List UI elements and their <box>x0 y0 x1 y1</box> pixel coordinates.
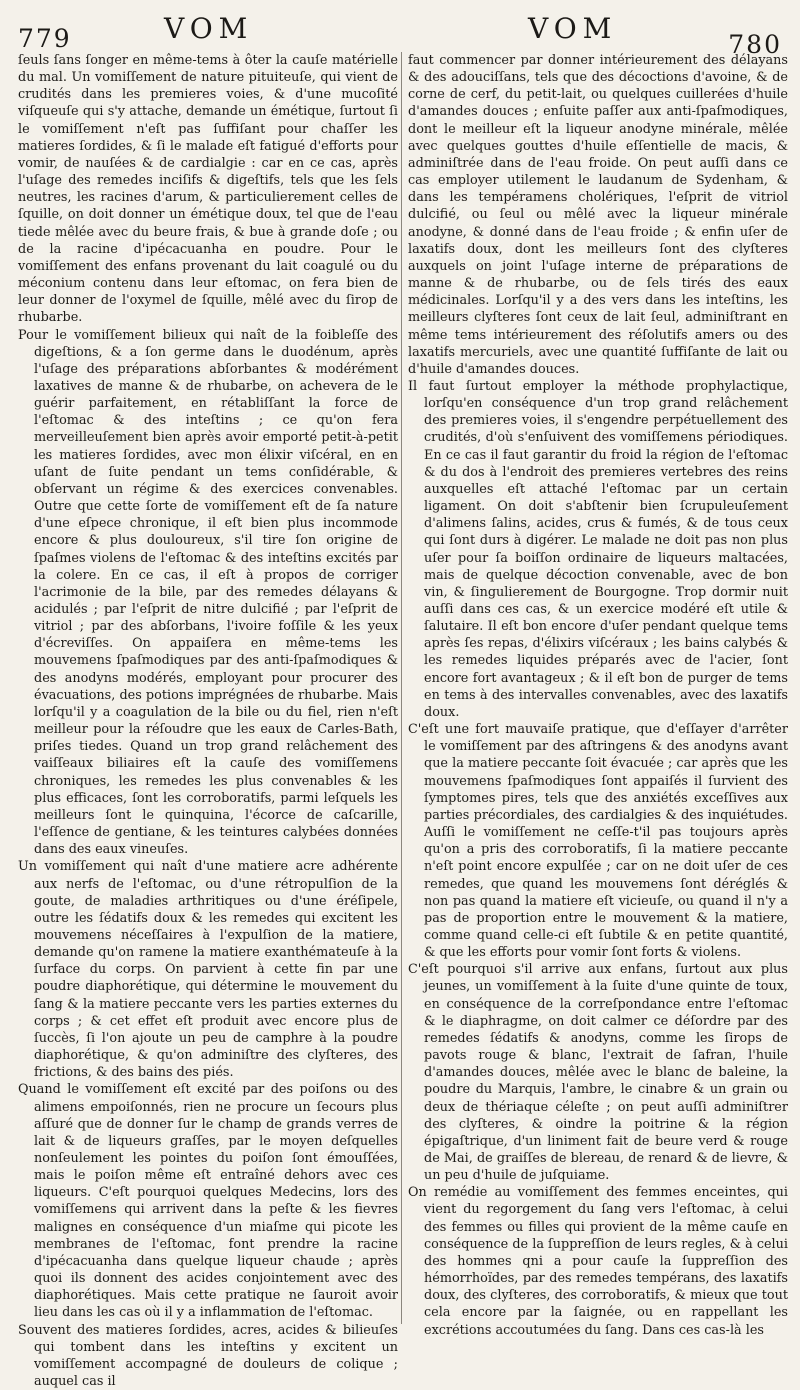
right-column <box>408 52 788 1339</box>
right-paragraph-3: C'eſt une fort mauvaiſe pratique, que d'eſſayer d'arrêter le vomiſſement par des aſtringens & des anodyns avant que la matiere peccante ſoit évacuée ; car après que les mouvemens ſpaſmodiques ſont appaiſés il ſurvient des ſymptomes pires, tels que des anxiétés exceſſives aux parties précordiales, des cardialgies & des inquiétudes. Auſſi le vomiſſement ne ceſſe-t'il pas toujours après qu'on a pris des corroboratifs, ſi la matiere peccante n'eſt point encore expulſée ; car on ne doit uſer de ces remedes, que quand les mouvemens ſont déréglés & non pas quand la matiere eſt vicieuſe, ou quand il n'y a pas de proportion entre le mouvement & la matiere, comme quand celle-ci eſt ſubtile & en petite quantité, & que les efforts pour vomir ſont forts & violens. <box>408 722 788 961</box>
page-number-right: 780 <box>728 30 782 59</box>
right-paragraph-2: Il faut ſurtout employer la méthode prophylactique, lorſqu'en conséquence d'un trop grand relâchement des premieres voies, il s'engendre perpétuellement des crudités, d'où s'enſuivent des vomiſſemens périodiques. En ce cas il faut garantir du froid la région de l'eſtomac & du dos à l'endroit des premieres vertebres des reins auxquelles eſt attaché l'eſtomac par un certain ligament. On doit s'abſtenir bien ſcrupuleuſement d'alimens ſalins, acides, crus & fumés, & de tous ceux qui ſont durs à digérer. Le malade ne doit pas non plus uſer pour ſa boiſſon ordinaire de liqueurs maltacées, mais de quelque décoction convenable, avec de bon vin, & ſingulierement de Bourgogne. Trop dormir nuit auſſi dans ces cas, & un exercice modéré eſt utile & ſalutaire. Il eſt bon encore d'uſer pendant quelque tems après ſes repas, d'élixirs viſcéraux ; les bains calybés & les remedes liquides préparés avec de l'acier, ſont encore fort avantageux ; & il eſt bon de purger de tems en tems à des intervalles convenables, avec des laxatifs doux. <box>408 378 788 720</box>
left-paragraph-2: Pour le vomiſſement bilieux qui naît de la foibleſſe des digeſtions, & a ſon germe dans le duodénum, après l'uſage des préparations abſorbantes & modérément laxatives de manne & de rhubarbe, on achevera de le guérir parfaitement, en rétabliſſant la force de l'eſtomac & des inteſtins ; ce qu'on fera merveilleuſement bien après avoir emporté petit-à-petit les matieres ſordides, avec mon élixir viſcéral, en en uſant de ſuite pendant un tems conſidérable, & obſervant un régime & des exercices convenables. Outre que cette ſorte de vomiſſement eſt de ſa nature d'une eſpece chronique, il eſt bien plus incommode encore & plus douloureux, s'il tire ſon origine de ſpaſmes violens de l'eſtomac & des inteſtins excités par la colere. En ce cas, il eſt à propos de corriger l'acrimonie de la bile, par des remedes délayans & acidulés ; par l'eſprit de nitre dulcifié ; par l'eſprit de vitriol ; par des abſorbans, l'ivoire foſſile & les yeux d'écreviſſes. On appaiſera en même-tems les mouvemens ſpaſmodiques par des anti-ſpaſmodiques & des anodyns modérés, employant pour procurer des évacuations, des potions imprégnées de rhubarbe. Mais lorſqu'il y a coagulation de la bile ou du fiel, rien n'eſt meilleur pour la réſoudre que les eaux de Carles-Bath, priſes tiedes. Quand un trop grand relâchement des vaiſſeaux biliaires eſt la cauſe des vomiſſemens chroniques, les remedes les plus convenables & les plus efficaces, ſont les corroboratifs, parmi leſquels les meilleurs ſont le quinquina, l'écorce de caſcarille, l'eſſence de gentiane, & les teintures calybées données dans des eaux vineuſes. <box>18 327 398 858</box>
left-paragraph-3: Un vomiſſement qui naît d'une matiere acre adhérente aux nerfs de l'eſtomac, ou d'une rétropulſion de la goute, de maladies arthritiques ou d'une éréſipele, outre les ſédatifs doux & les remedes qui excitent les mouvemens néceſſaires à l'expulſion de la matiere, demande qu'on ramene la matiere exanthémateuſe à la ſurface du corps. On parvient à cette fin par une poudre diaphorétique, qui détermine le mouvement du ſang & la matiere peccante vers les parties externes du corps ; & cet effet eſt produit avec encore plus de ſuccès, ſi l'on ajoute un peu de camphre à la poudre diaphorétique, & qu'on adminiſtre des clyſteres, des frictions, & des bains des piés. <box>18 859 398 1081</box>
page-header <box>0 12 800 59</box>
left-column <box>18 52 398 1390</box>
right-paragraph-5: On remédie au vomiſſement des femmes enceintes, qui vient du regorgement du ſang vers l'eſtomac, à celui des femmes ou filles qui provient de la même cauſe en conséquence de la ſuppreſſion de leurs regles, & à celui des hommes qni a pour cauſe la ſuppreſſion des hémorrhoïdes, par des remedes tempérans, des laxatifs doux, des clyſteres, des corroboratifs, & mieux que tout cela encore par la ſaignée, ou en rappellant les excrétions accoutumées du ſang. Dans ces cas-là les <box>408 1185 788 1338</box>
left-paragraph-5: Souvent des matieres ſordides, acres, acides & bilieuſes qui tombent dans les inteſtins y excitent un vomiſſement accompagné de douleurs de colique ; auquel cas il <box>18 1322 398 1390</box>
left-paragraph-4: Quand le vomiſſement eſt excité par des poiſons ou des alimens empoiſonnés, rien ne procure un ſecours plus aſſuré que de donner ſur le champ de grands verres de lait & de liqueurs graſſes, par le moyen deſquelles nonſeulement les pointes du poiſon ſont émouſſées, mais le poiſon même eſt entraîné dehors avec ces liqueurs. C'eſt pourquoi quelques Medecins, lors des vomiſſemens qui arrivent dans la peſte & les fievres malignes en conséquence d'un miaſme qui picote les membranes de l'eſtomac, font prendre la racine d'ipécacuanha dans quelque liqueur chaude ; après quoi ils donnent des acides conjointement avec des diaphorétiques. Mais cette pratique ne ſauroit avoir lieu dans les cas où il y a inflammation de l'eſtomac. <box>18 1082 398 1321</box>
left-paragraph-1: ſeuls ſans ſonger en même-tems à ôter la cauſe matérielle du mal. Un vomiſſement de nature pituiteuſe, qui vient de crudités dans les premieres voies, & d'une mucoſité viſqueuſe qui s'y attache, demande un émétique, ſurtout ſi le vomiſſement n'eſt pas ſuffiſant pour chaſſer les matieres ſordides, & ſi le malade eſt fatigué d'efforts pour vomir, de nauſées & de cardialgie : car en ce cas, après l'uſage des remedes inciſifs & digeſtifs, tels que les ſels neutres, les racines d'arum, & particulierement celles de ſquille, on doit donner un émétique doux, tel que de l'eau tiede mêlée avec du beure frais, & bue à grande doſe ; ou de la racine d'ipécacuanha en poudre. Pour le vomiſſement des enfans provenant du lait coagulé ou du méconium contenu dans leur eſtomac, on fera bien de leur donner de l'oxymel de ſquille, mêlé avec du ſirop de rhubarbe. <box>18 53 398 326</box>
page-number-left: 779 <box>18 24 72 53</box>
running-head-right: VOM <box>528 12 618 45</box>
column-divider <box>401 52 402 1324</box>
running-head-left: VOM <box>164 12 254 45</box>
right-paragraph-4: C'eſt pourquoi s'il arrive aux enfans, ſurtout aux plus jeunes, un vomiſſement à la ſuite d'une quinte de toux, en conséquence de la correſpondance entre l'eſtomac & le diaphragme, on doit calmer ce déſordre par des remedes ſédatifs & anodyns, comme les ſirops de pavots rouge & blanc, l'extrait de ſafran, l'huile d'amandes douces, mêlée avec le blanc de baleine, la poudre du Marquis, l'ambre, le cinabre & un grain ou deux de thériaque céleſte ; on peut auſſi adminiſtrer des clyſteres, & oindre la poitrine & la région épigaſtrique, d'un liniment fait de beure verd & rouge de Mai, de graiſſes de blereau, de renard & de lievre, & un peu d'huile de juſquiame. <box>408 962 788 1184</box>
right-paragraph-1: faut commencer par donner intérieurement des délayans & des adouciſſans, tels que des décoctions d'avoine, & de corne de cerf, du petit-lait, ou quelques cuillerées d'huile d'amandes douces ; enſuite paſſer aux anti-ſpaſmodiques, dont le meilleur eſt la liqueur anodyne minérale, mêlée avec quelques gouttes d'huile eſſentielle de macis, & adminiſtrée dans de l'eau froide. On peut auſſi dans ce cas employer utilement le laudanum de Sydenham, & dans les tempéramens cholériques, l'eſprit de vitriol dulcifié, ou ſeul ou mêlé avec la liqueur minérale anodyne, & donné dans de l'eau froide ; & enfin uſer de laxatifs doux, dont les meilleurs ſont des clyſteres auxquels on joint l'uſage interne de préparations de manne & de rhubarbe, ou de ſels tirés des eaux médicinales. Lorſqu'il y a des vers dans les inteſtins, les meilleurs clyſteres ſont ceux de lait ſeul, adminiſtrant en même tems intérieurement des réſolutifs amers ou des laxatifs mercuriels, avec une quantité ſuffiſante de lait ou d'huile d'amandes douces. <box>408 53 788 377</box>
